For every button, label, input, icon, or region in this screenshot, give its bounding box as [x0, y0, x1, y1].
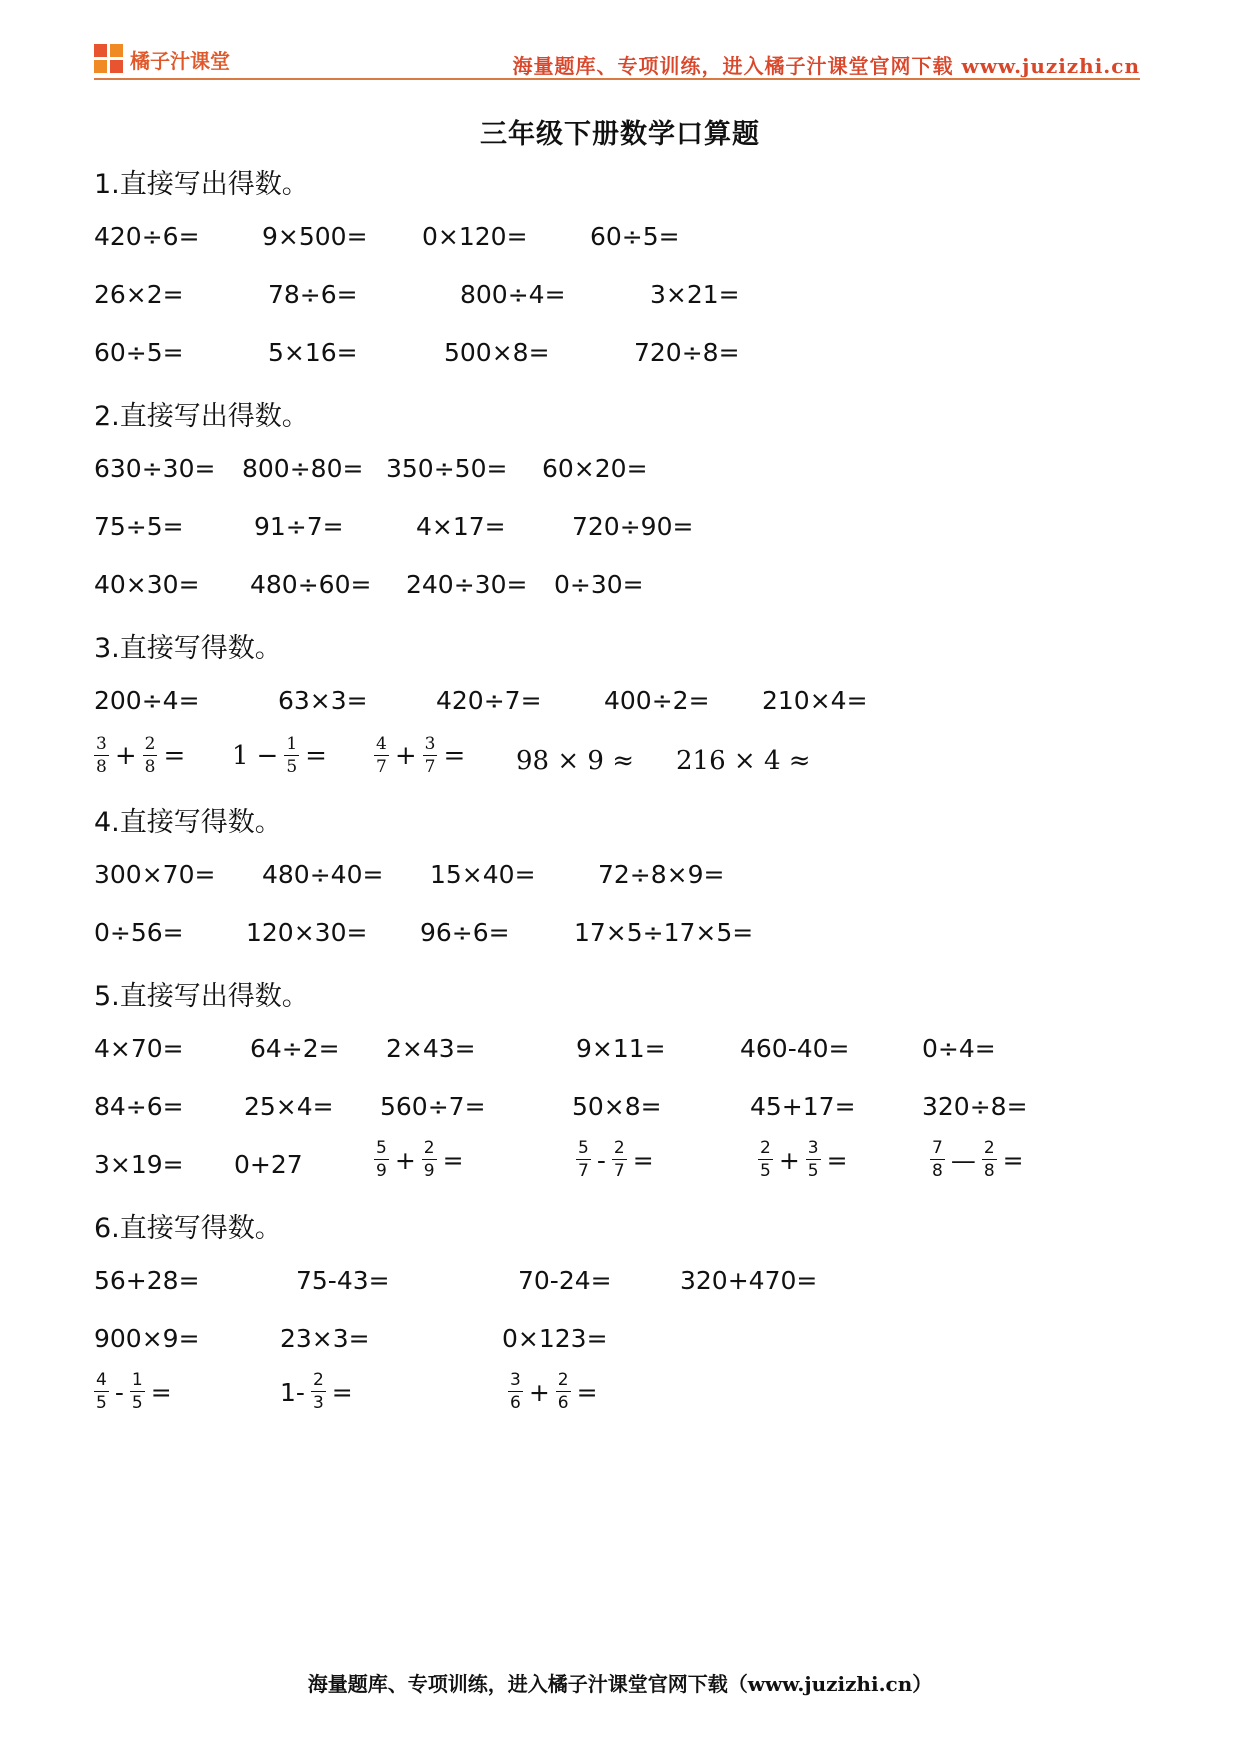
exercise: 4×70= [94, 1034, 184, 1063]
exercise: 460-40= [740, 1034, 850, 1063]
exercise: 400÷2= [604, 686, 710, 715]
fraction: $\frac{5}{7}$ [578, 1138, 589, 1181]
exercise: 240÷30= [406, 570, 528, 599]
exercise: 75-43= [296, 1266, 390, 1295]
exercise: 320+470= [680, 1266, 818, 1295]
fraction: $\frac{2}{9}$ [423, 1138, 435, 1181]
fraction-exercise: $\frac{5}{9}$ + $\frac{2}{9}$ = [376, 1138, 464, 1181]
header-slogan[interactable]: 海量题库、专项训练，进入橘子汁课堂官网下载 www.juzizhi.cn [512, 54, 1140, 78]
exercise: 720÷90= [572, 512, 694, 541]
exercise: 0×123= [502, 1324, 608, 1353]
fraction: $\frac{2}{3}$ [312, 1370, 324, 1413]
page-footer[interactable]: 海量题库、专项训练，进入橘子汁课堂官网下载（www.juzizhi.cn） [307, 1672, 933, 1696]
fraction: $\frac{2}{6}$ [557, 1370, 569, 1413]
exercise: 60×20= [542, 454, 648, 483]
exercise: 900×9= [94, 1324, 200, 1353]
exercise: 96÷6= [420, 918, 510, 947]
brand-logo[interactable] [94, 44, 230, 74]
fraction: $\frac{1}{5}$ [286, 734, 298, 777]
page-header [94, 42, 1140, 80]
fraction-exercise: $\frac{4}{7}$ + $\frac{3}{7}$ = [376, 734, 466, 777]
exercise: 25×4= [244, 1092, 334, 1121]
exercise: 720÷8= [634, 338, 740, 367]
fraction-exercise: $\frac{4}{5}$ - $\frac{1}{5}$ = [96, 1370, 172, 1413]
exercise: 78÷6= [268, 280, 358, 309]
fraction: $\frac{7}{8}$ [932, 1138, 943, 1181]
exercise: 0+27 [234, 1150, 303, 1179]
exercise: 3×21= [650, 280, 740, 309]
exercise: 91÷7= [254, 512, 344, 541]
fraction-exercise: $\frac{5}{7}$ - $\frac{2}{7}$ = [578, 1138, 654, 1181]
exercise: 84÷6= [94, 1092, 184, 1121]
fraction: $\frac{3}{7}$ [424, 734, 436, 777]
page-title: 三年级下册数学口算题 [480, 119, 760, 150]
fraction-exercise: 1 − $\frac{1}{5}$ = [232, 734, 327, 777]
exercise: 0÷30= [554, 570, 644, 599]
exercise: 9×11= [576, 1034, 666, 1063]
fraction: $\frac{2}{7}$ [613, 1138, 625, 1181]
exercise: 4×17= [416, 512, 506, 541]
exercise: 480÷60= [250, 570, 372, 599]
exercise: 420÷7= [436, 686, 542, 715]
exercise: 350÷50= [386, 454, 508, 483]
logo-text: 橘子汁课堂 [130, 48, 230, 73]
fraction-exercise: $\frac{3}{6}$ + $\frac{2}{6}$ = [510, 1370, 598, 1413]
exercise: 3×19= [94, 1150, 184, 1179]
fraction: $\frac{3}{8}$ [96, 734, 107, 777]
exercise: 300×70= [94, 860, 216, 889]
fraction: $\frac{2}{8}$ [983, 1138, 995, 1181]
exercise: 120×30= [246, 918, 368, 947]
fraction: $\frac{3}{6}$ [510, 1370, 521, 1413]
exercise: 0÷4= [922, 1034, 996, 1063]
exercise: 17×5÷17×5= [574, 918, 754, 947]
exercise: 2×43= [386, 1034, 476, 1063]
exercise: 50×8= [572, 1092, 662, 1121]
exercise: 63×3= [278, 686, 368, 715]
exercise: 200÷4= [94, 686, 200, 715]
exercise: 480÷40= [262, 860, 384, 889]
exercise: 630÷30= [94, 454, 216, 483]
exercise: 0÷56= [94, 918, 184, 947]
exercise: 98 × 9 ≈ [516, 746, 634, 776]
fraction: $\frac{2}{8}$ [144, 734, 156, 777]
exercise: 560÷7= [380, 1092, 486, 1121]
fraction-exercise: $\frac{7}{8}$ — $\frac{2}{8}$ = [932, 1138, 1024, 1181]
exercise: 40×30= [94, 570, 200, 599]
fraction: $\frac{5}{9}$ [376, 1138, 387, 1181]
exercise: 45+17= [750, 1092, 856, 1121]
exercise: 23×3= [280, 1324, 370, 1353]
exercise: 210×4= [762, 686, 868, 715]
logo-icon [94, 44, 124, 74]
fraction-exercise: 1- $\frac{2}{3}$ = [280, 1370, 353, 1413]
section-2-heading: 2.直接写出得数。 [94, 401, 309, 432]
exercise: 60÷5= [590, 222, 680, 251]
section-4-heading: 4.直接写得数。 [94, 807, 282, 838]
exercise: 420÷6= [94, 222, 200, 251]
exercise: 800÷80= [242, 454, 364, 483]
exercise: 72÷8×9= [598, 860, 725, 889]
exercise: 26×2= [94, 280, 184, 309]
exercise: 60÷5= [94, 338, 184, 367]
exercise: 64÷2= [250, 1034, 340, 1063]
exercise: 56+28= [94, 1266, 200, 1295]
exercise: 800÷4= [460, 280, 566, 309]
exercise: 70-24= [518, 1266, 612, 1295]
section-1-heading: 1.直接写出得数。 [94, 169, 309, 200]
fraction: $\frac{3}{5}$ [807, 1138, 819, 1181]
fraction-exercise: $\frac{3}{8}$ + $\frac{2}{8}$ = [96, 734, 186, 777]
exercise: 15×40= [430, 860, 536, 889]
fraction: $\frac{1}{5}$ [131, 1370, 143, 1413]
exercise: 0×120= [422, 222, 528, 251]
section-5-heading: 5.直接写出得数。 [94, 981, 309, 1012]
fraction: $\frac{4}{5}$ [96, 1370, 107, 1413]
exercise: 216 × 4 ≈ [676, 746, 811, 776]
fraction: $\frac{2}{5}$ [760, 1138, 771, 1181]
section-6-heading: 6.直接写得数。 [94, 1213, 282, 1244]
fraction: $\frac{4}{7}$ [376, 734, 387, 777]
exercise: 5×16= [268, 338, 358, 367]
exercise: 9×500= [262, 222, 368, 251]
fraction-exercise: $\frac{2}{5}$ + $\frac{3}{5}$ = [760, 1138, 848, 1181]
exercise: 500×8= [444, 338, 550, 367]
exercise: 320÷8= [922, 1092, 1028, 1121]
section-3-heading: 3.直接写得数。 [94, 633, 282, 664]
exercise: 75÷5= [94, 512, 184, 541]
